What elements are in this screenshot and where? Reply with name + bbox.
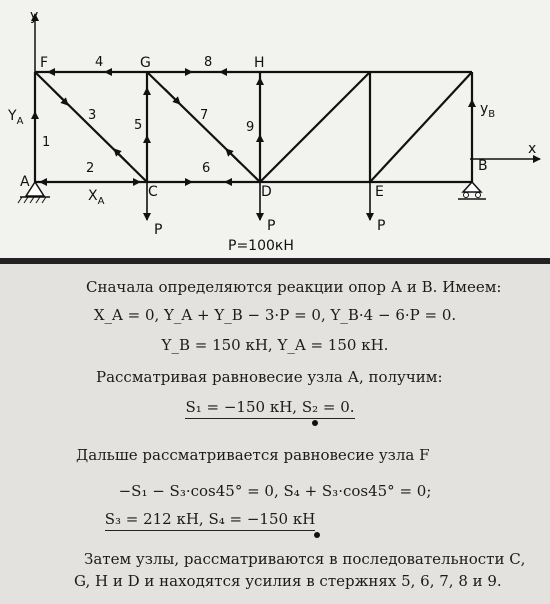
load-value: P=100кН — [228, 238, 294, 254]
load-label-d: P — [267, 218, 276, 234]
y-axis-label: y — [30, 8, 39, 24]
solution-text-panel — [0, 264, 550, 604]
node-label-f: F — [40, 55, 49, 71]
member-label-5: 5 — [134, 118, 143, 133]
member-arrow — [114, 149, 130, 165]
node-label-c: C — [148, 184, 158, 200]
member-label-3: 3 — [88, 108, 97, 123]
node-label-g: G — [140, 55, 151, 71]
node-label-e: E — [375, 184, 384, 200]
member-arrow — [52, 89, 68, 105]
load-label-c: P — [154, 222, 163, 238]
roller-support-b — [458, 182, 486, 199]
member-label-7: 7 — [200, 108, 209, 123]
equation-5-wrap — [95, 510, 325, 528]
member-label-9: 9 — [246, 120, 255, 135]
equation-3-wrap — [175, 398, 365, 416]
member-label-2: 2 — [86, 161, 95, 176]
member-label-6: 6 — [202, 161, 211, 176]
equation-5: S₃ = 212 кН, S₄ = −150 кН — [105, 510, 316, 531]
x-axis-label: x — [528, 141, 537, 157]
text-line-2: Рассматривая равновесие узла А, получим: — [96, 368, 443, 386]
member-arrow — [226, 149, 240, 163]
text-line-3: Дальше рассматривается равновесие узла F — [76, 446, 430, 464]
member-arrow — [165, 89, 180, 104]
member-label-4: 4 — [95, 55, 104, 70]
member-label-8: 8 — [204, 55, 213, 70]
bullet-dot — [312, 420, 318, 426]
reaction-yb-label: $y_B$ — [480, 101, 496, 120]
node-label-b: B — [478, 158, 488, 174]
node-label-d: D — [261, 184, 272, 200]
node-label-h: H — [254, 55, 265, 71]
equation-4: −S₁ − S₃·cos45° = 0, S₄ + S₃·cos45° = 0; — [118, 482, 432, 500]
load-label-e: P — [377, 218, 386, 234]
equation-3: S₁ = −150 кН, S₂ = 0. — [185, 398, 354, 419]
reaction-ya-label: $Y_A$ — [8, 108, 24, 127]
text-line-4: Затем узлы, рассматриваются в последовательности С, — [84, 550, 526, 568]
truss-figure-panel — [0, 0, 550, 258]
text-line-1: Сначала определяются реакции опор А и В. Имеем: — [86, 278, 502, 296]
equation-1: X_A = 0, Y_A + Y_B − 3·P = 0, Y_B·4 − 6·P = 0. — [93, 306, 457, 324]
text-line-5: G, H и D и находятся усилия в стержнях 5, 6, 7, 8 и 9. — [74, 572, 502, 590]
truss-diagram — [0, 0, 550, 258]
equation-2: Y_B = 150 кН, Y_A = 150 кН. — [161, 336, 389, 354]
bullet-dot — [314, 532, 320, 538]
reaction-xa-label: $X_A$ — [88, 188, 105, 207]
member-label-1: 1 — [42, 135, 51, 150]
node-label-a: A — [20, 174, 30, 190]
